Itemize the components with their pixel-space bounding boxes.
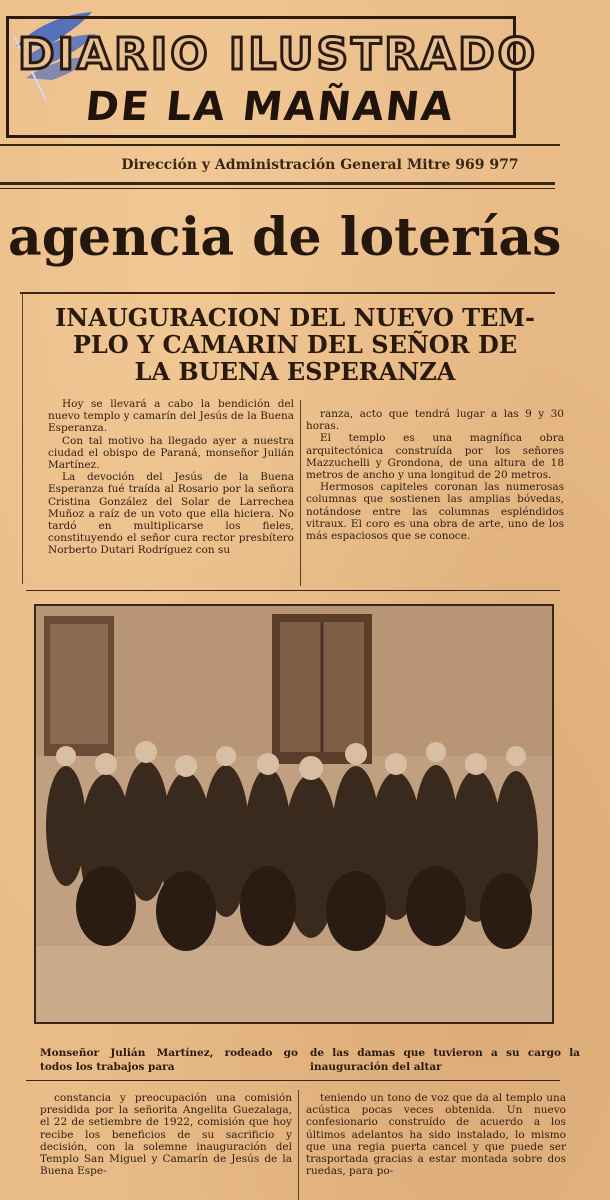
paragraph: El templo es una magnífica obra arquitectónica construída por los señores Mazzuchelli y Grondona, de una altura de 18 metros de ancho y una longitud de 20 metros. [306, 432, 564, 482]
paragraph: ranza, acto que tendrá lugar a las 9 y 30 horas. [306, 408, 564, 433]
article-column-right [306, 408, 564, 588]
headline-line-3: LA BUENA ESPERANZA [134, 357, 456, 386]
caption-left: Monseñor Julián Martínez, rodeado go todos los trabajos para [40, 1047, 298, 1073]
column-divider-bottom [298, 1090, 299, 1200]
article-top-rule [20, 292, 555, 294]
photo-scene [36, 606, 552, 1022]
article-headline [30, 304, 560, 385]
lottery-agency-heading: agencia de loterías [8, 207, 562, 268]
caption-bottom-rule [26, 1080, 560, 1081]
article-column-left [48, 398, 294, 588]
paragraph: Hoy se llevará a cabo la bendición del nuevo templo y camarín del Jesús de la Buena Esperanza. [48, 398, 294, 435]
masthead-rule-thin [0, 188, 555, 189]
group-photograph [34, 604, 554, 1024]
paragraph: teniendo un tono de voz que da al templo una acústica pocas veces obtenida. Un nuevo confesionario construído de acuerdo a los últimos adelantos ha sido instalado, lo mismo que una regia puerta cancel y que puede ser trasportada gracias a estar montada sobre dos ruedas, para po- [306, 1092, 566, 1178]
photo-top-rule [26, 590, 560, 591]
masthead-title-top: DIARIO ILUSTRADO [18, 29, 539, 80]
column-divider [300, 400, 301, 586]
paragraph: Hermosos capiteles coronan las numerosas columnas que sostienen las amplias bóvedas, notándose entre las columnas espléndidos vitraux. El coro es una obra de arte, uno de los más espaciosos que se conoce. [306, 481, 564, 543]
article-left-border [22, 294, 23, 584]
masthead-rule-bottom [0, 182, 555, 185]
paragraph: constancia y preocupación una comisión presidida por la señorita Angelita Guezalaga, el 22 de setiembre de 1922, comisión que hoy recibe los beneficios de su sacrificio y decisión, con la solemne inauguración del Templo San Miguel y Camarín de Jesús de la Buena Espe- [40, 1092, 292, 1178]
masthead-title-bottom: DE LA MAÑANA [83, 84, 457, 130]
article-column-bottom-right [306, 1092, 566, 1200]
paragraph: La devoción del Jesús de la Buena Esperanza fué traída al Rosario por la señora Cristina González del Solar de Larrechea Muñoz a raíz de un voto que ella hiciera. No tardó en multiplicarse los fieles, constituyendo el señor cura rector presbítero Norberto Dutari Rodríguez con su [48, 471, 294, 557]
headline-line-1: INAUGURACION DEL NUEVO TEM- [55, 303, 535, 332]
caption-right: de las damas que tuvieron a su cargo la inauguración del altar [310, 1047, 580, 1073]
masthead-rule-top [0, 144, 560, 146]
article-column-bottom-left [40, 1092, 292, 1200]
masthead-address: Dirección y Administración General Mitre 969 977 [121, 157, 519, 173]
headline-line-2: PLO Y CAMARIN DEL SEÑOR DE [72, 330, 518, 359]
paragraph: Con tal motivo ha llegado ayer a nuestra ciudad el obispo de Paraná, monseñor Julián Martínez. [48, 434, 294, 472]
